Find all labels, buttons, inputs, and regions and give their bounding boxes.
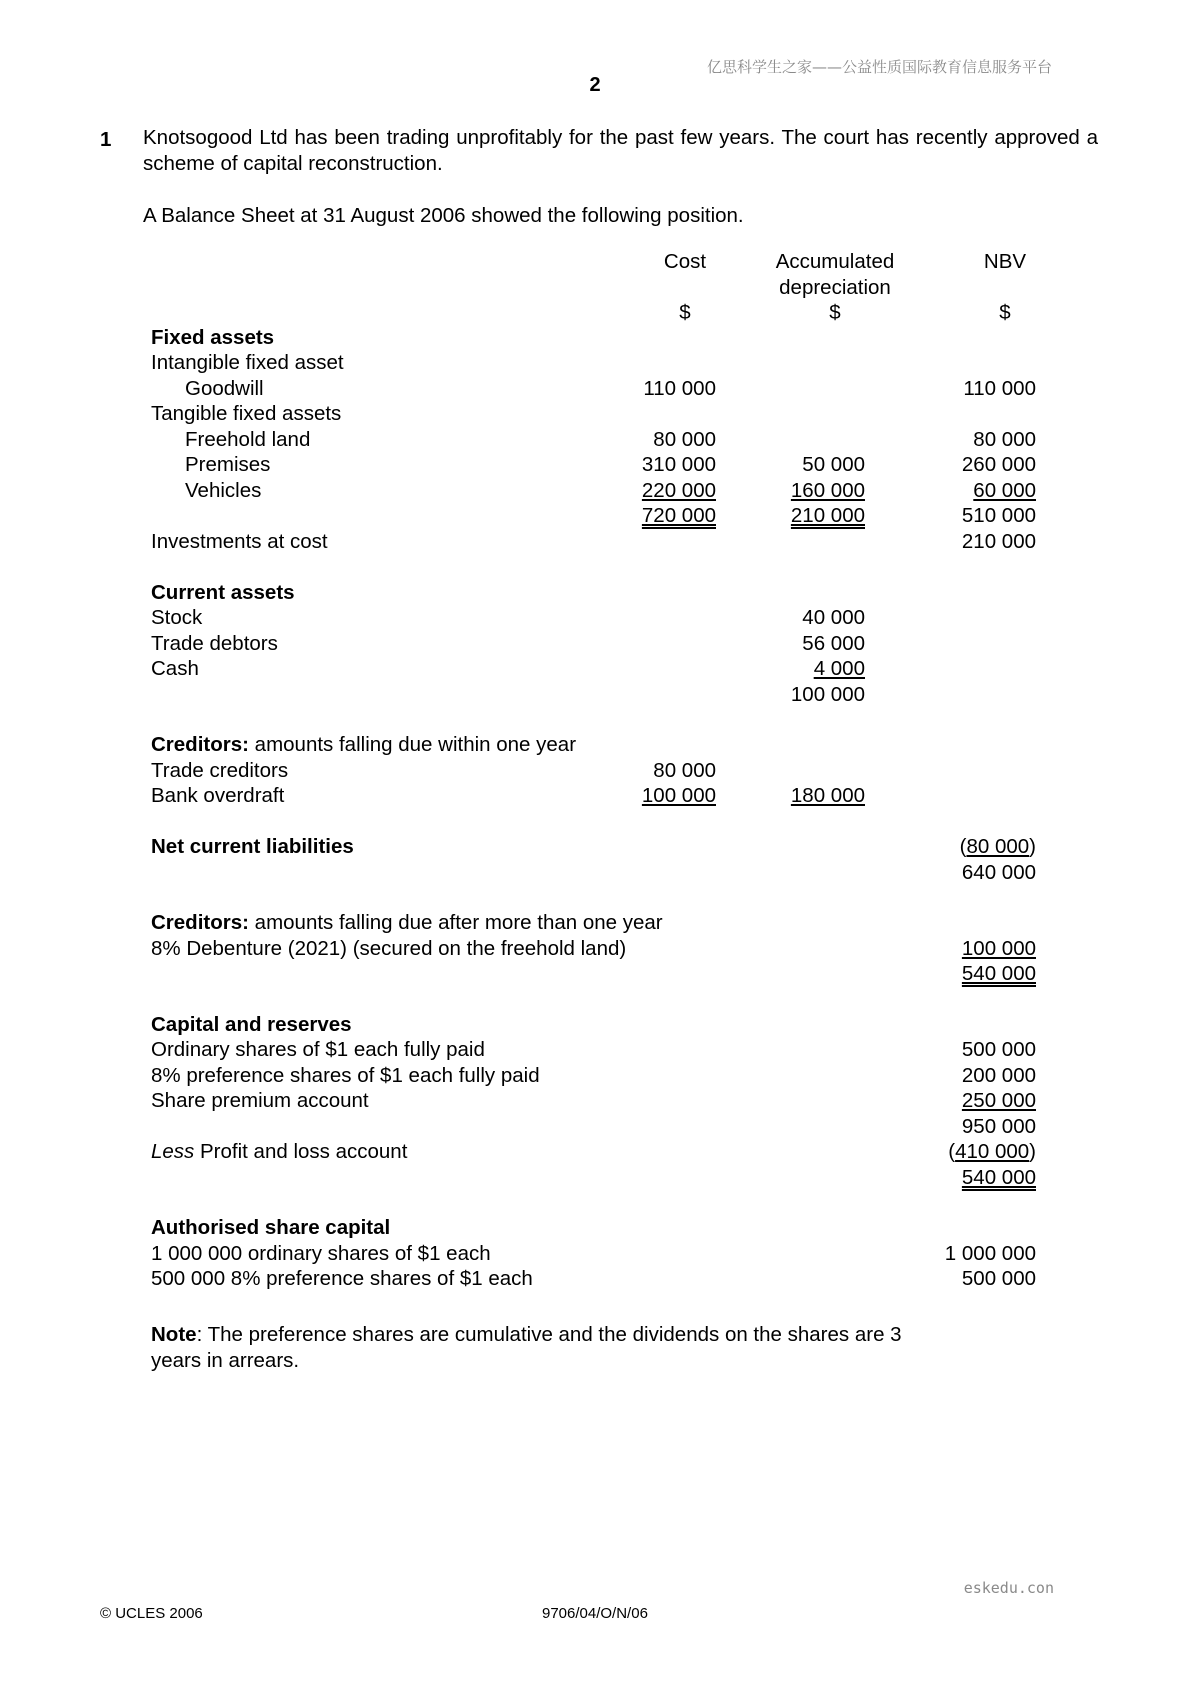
- premises-cost: 310 000: [641, 453, 716, 476]
- current-assets-heading: Current assets: [151, 581, 295, 604]
- cash-row: [0, 656, 1190, 682]
- share-premium-value: 250 000: [961, 1089, 1036, 1112]
- investments-label: Investments at cost: [151, 530, 328, 553]
- investments-nbv: 210 000: [961, 530, 1036, 553]
- note-text: : The preference shares are cumulative and the dividends on the shares are 3 years in arrears.: [151, 1323, 902, 1372]
- page-number: 2: [589, 74, 601, 96]
- header-depreciation: depreciation: [779, 276, 891, 299]
- current-assets-total-row: [0, 682, 1190, 708]
- creditors-short-heading: Creditors: amounts falling due within one year: [151, 733, 577, 756]
- question-number: 1: [100, 128, 112, 151]
- intangible-heading-row: [0, 350, 1190, 376]
- premises-dep: 50 000: [802, 453, 865, 476]
- overdraft-row: [0, 783, 1190, 809]
- overdraft-label: Bank overdraft: [151, 784, 285, 807]
- question-intro: Knotsogood Ltd has been trading unprofitably for the past few years. The court has recently approved a scheme of capital reconstruction.: [143, 126, 1098, 175]
- creditors-short-heading-row: [0, 732, 1190, 758]
- freehold-row: [0, 427, 1190, 453]
- creditors-long-heading: Creditors: amounts falling due after more than one year: [151, 911, 663, 934]
- debtors-value: 56 000: [802, 632, 865, 655]
- premises-nbv: 260 000: [961, 453, 1036, 476]
- net-current-label: Net current liabilities: [151, 835, 354, 858]
- profit-loss-value: (410 000): [948, 1140, 1036, 1163]
- current-assets-heading-row: [0, 580, 1190, 606]
- capital-heading: Capital and reserves: [151, 1013, 352, 1036]
- authorised-ordinary-row: [0, 1241, 1190, 1267]
- net-current-row: [0, 834, 1190, 860]
- profit-loss-label: Less Profit and loss account: [151, 1140, 408, 1163]
- authorised-heading-row: [0, 1215, 1190, 1241]
- header-currency-cost: $: [679, 301, 691, 324]
- trade-creditors-label: Trade creditors: [151, 759, 289, 782]
- capital-subtotal: 950 000: [961, 1115, 1036, 1138]
- goodwill-cost: 110 000: [643, 377, 716, 400]
- profit-loss-row: [0, 1139, 1190, 1165]
- share-premium-label: Share premium account: [151, 1089, 369, 1112]
- fixed-totals-row: [0, 503, 1190, 529]
- intangible-heading: Intangible fixed asset: [151, 351, 344, 374]
- header-currency-nbv: $: [999, 301, 1011, 324]
- authorised-preference-row: [0, 1266, 1190, 1292]
- creditors-long-heading-row: [0, 910, 1190, 936]
- freehold-cost: 80 000: [653, 428, 716, 451]
- capital-total: 540 000: [961, 1166, 1036, 1189]
- footer-copyright: © UCLES 2006: [100, 1605, 203, 1622]
- header-currency-dep: $: [829, 301, 841, 324]
- tangible-heading: Tangible fixed assets: [151, 402, 342, 425]
- header-cost: Cost: [663, 250, 707, 273]
- header-accumulated: Accumulated: [775, 250, 895, 273]
- overdraft-value: 100 000: [641, 784, 716, 807]
- footer-paper-code: 9706/04/O/N/06: [542, 1605, 648, 1622]
- authorised-ordinary-value: 1 000 000: [944, 1242, 1036, 1265]
- fixed-total-cost: 720 000: [641, 504, 716, 527]
- vehicles-nbv: 60 000: [973, 479, 1036, 502]
- vehicles-row: [0, 478, 1190, 504]
- net-current-value: (80 000): [959, 835, 1036, 858]
- watermark-header: 亿思科学生之家——公益性质国际教育信息服务平台: [706, 58, 1052, 76]
- fixed-assets-heading: Fixed assets: [151, 326, 275, 349]
- ordinary-shares-label: Ordinary shares of $1 each fully paid: [151, 1038, 485, 1061]
- fixed-total-dep: 210 000: [790, 504, 865, 527]
- net-assets-row: [0, 961, 1190, 987]
- stock-row: [0, 605, 1190, 631]
- question-lead: A Balance Sheet at 31 August 2006 showed the following position.: [143, 204, 744, 227]
- freehold-label: Freehold land: [185, 428, 311, 451]
- fixed-assets-heading-row: [0, 325, 1190, 351]
- vehicles-cost: 220 000: [641, 479, 716, 502]
- note-label: Note: [151, 1323, 197, 1346]
- note-paragraph: [151, 1322, 931, 1374]
- goodwill-row: [0, 376, 1190, 402]
- tangible-heading-row: [0, 401, 1190, 427]
- premises-row: [0, 452, 1190, 478]
- header-nbv: NBV: [983, 250, 1027, 273]
- creditors-short-total: 180 000: [790, 784, 865, 807]
- preference-shares-label: 8% preference shares of $1 each fully paid: [151, 1064, 540, 1087]
- capital-subtotal-row: [0, 1114, 1190, 1140]
- capital-total-row: [0, 1165, 1190, 1191]
- investments-row: [0, 529, 1190, 555]
- goodwill-label: Goodwill: [185, 377, 264, 400]
- freehold-nbv: 80 000: [973, 428, 1036, 451]
- debtors-label: Trade debtors: [151, 632, 278, 655]
- net-current-subtotal: 640 000: [961, 861, 1036, 884]
- vehicles-label: Vehicles: [185, 479, 262, 502]
- watermark-footer: eskedu.con: [963, 1579, 1054, 1597]
- net-assets-value: 540 000: [961, 962, 1036, 985]
- authorised-preference-value: 500 000: [961, 1267, 1036, 1290]
- stock-value: 40 000: [802, 606, 865, 629]
- trade-creditors-row: [0, 758, 1190, 784]
- trade-creditors-value: 80 000: [653, 759, 716, 782]
- debenture-value: 100 000: [961, 937, 1036, 960]
- preference-shares-value: 200 000: [961, 1064, 1036, 1087]
- capital-heading-row: [0, 1012, 1190, 1038]
- net-current-subtotal-row: [0, 860, 1190, 886]
- authorised-ordinary-label: 1 000 000 ordinary shares of $1 each: [151, 1242, 491, 1265]
- cash-value: 4 000: [813, 657, 865, 680]
- current-assets-total: 100 000: [790, 683, 865, 706]
- debenture-row: [0, 936, 1190, 962]
- authorised-preference-label: 500 000 8% preference shares of $1 each: [151, 1267, 533, 1290]
- stock-label: Stock: [151, 606, 203, 629]
- share-premium-row: [0, 1088, 1190, 1114]
- ordinary-shares-row: [0, 1037, 1190, 1063]
- goodwill-nbv: 110 000: [963, 377, 1036, 400]
- vehicles-dep: 160 000: [790, 479, 865, 502]
- debenture-label: 8% Debenture (2021) (secured on the freehold land): [151, 937, 627, 960]
- ordinary-shares-value: 500 000: [961, 1038, 1036, 1061]
- preference-shares-row: [0, 1063, 1190, 1089]
- premises-label: Premises: [185, 453, 271, 476]
- fixed-total-nbv: 510 000: [961, 504, 1036, 527]
- cash-label: Cash: [151, 657, 199, 680]
- authorised-heading: Authorised share capital: [151, 1216, 391, 1239]
- debtors-row: [0, 631, 1190, 657]
